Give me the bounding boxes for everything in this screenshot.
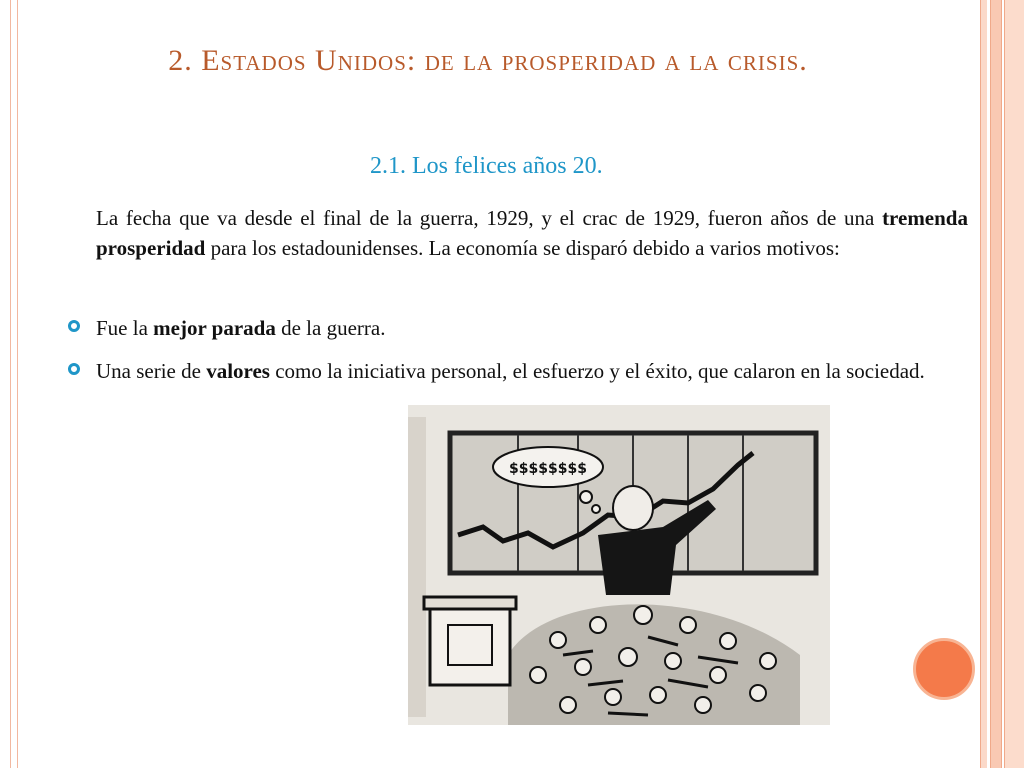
right-band-3 (1004, 0, 1024, 768)
bullet-2-bold: valores (206, 359, 270, 383)
bullet-1-bold: mejor parada (153, 316, 276, 340)
bullet-circle-icon (68, 363, 80, 375)
bullet-item-1 (96, 313, 968, 343)
slide-subtitle: 2.1. Los felices años 20. (370, 153, 603, 179)
thought-text: $$$$$$$$ (509, 461, 587, 477)
bullet-1-pre: Fue la (96, 316, 154, 340)
paragraph-text-2: para los estadounidenses. La economía se disparó debido a varios motivos: (205, 236, 840, 260)
bullet-2-pre: Una serie de (96, 359, 207, 383)
bullet-circle-icon (68, 320, 80, 332)
bullet-2-post: como la iniciativa personal, el esfuerzo y el éxito, que calaron en la sociedad. (269, 359, 925, 383)
paragraph-bold-1: tremenda prosperidad (96, 206, 968, 260)
right-band-1 (980, 0, 987, 768)
left-border-line (10, 0, 18, 768)
slide-title: 2. Estados Unidos: de la prosperidad a la crisis. (168, 44, 808, 77)
right-band-2 (990, 0, 1002, 768)
bullet-1-post: de la guerra. (275, 316, 386, 340)
intro-paragraph (96, 203, 968, 263)
prosperity-cartoon-image (408, 405, 830, 725)
bullet-item-2 (96, 356, 968, 386)
decorative-orange-circle (913, 638, 975, 700)
right-decorative-bands (980, 0, 1024, 768)
paragraph-text-1: La fecha que va desde el final de la guerra, 1929, y el crac de 1929, fueron años de una (96, 206, 883, 230)
